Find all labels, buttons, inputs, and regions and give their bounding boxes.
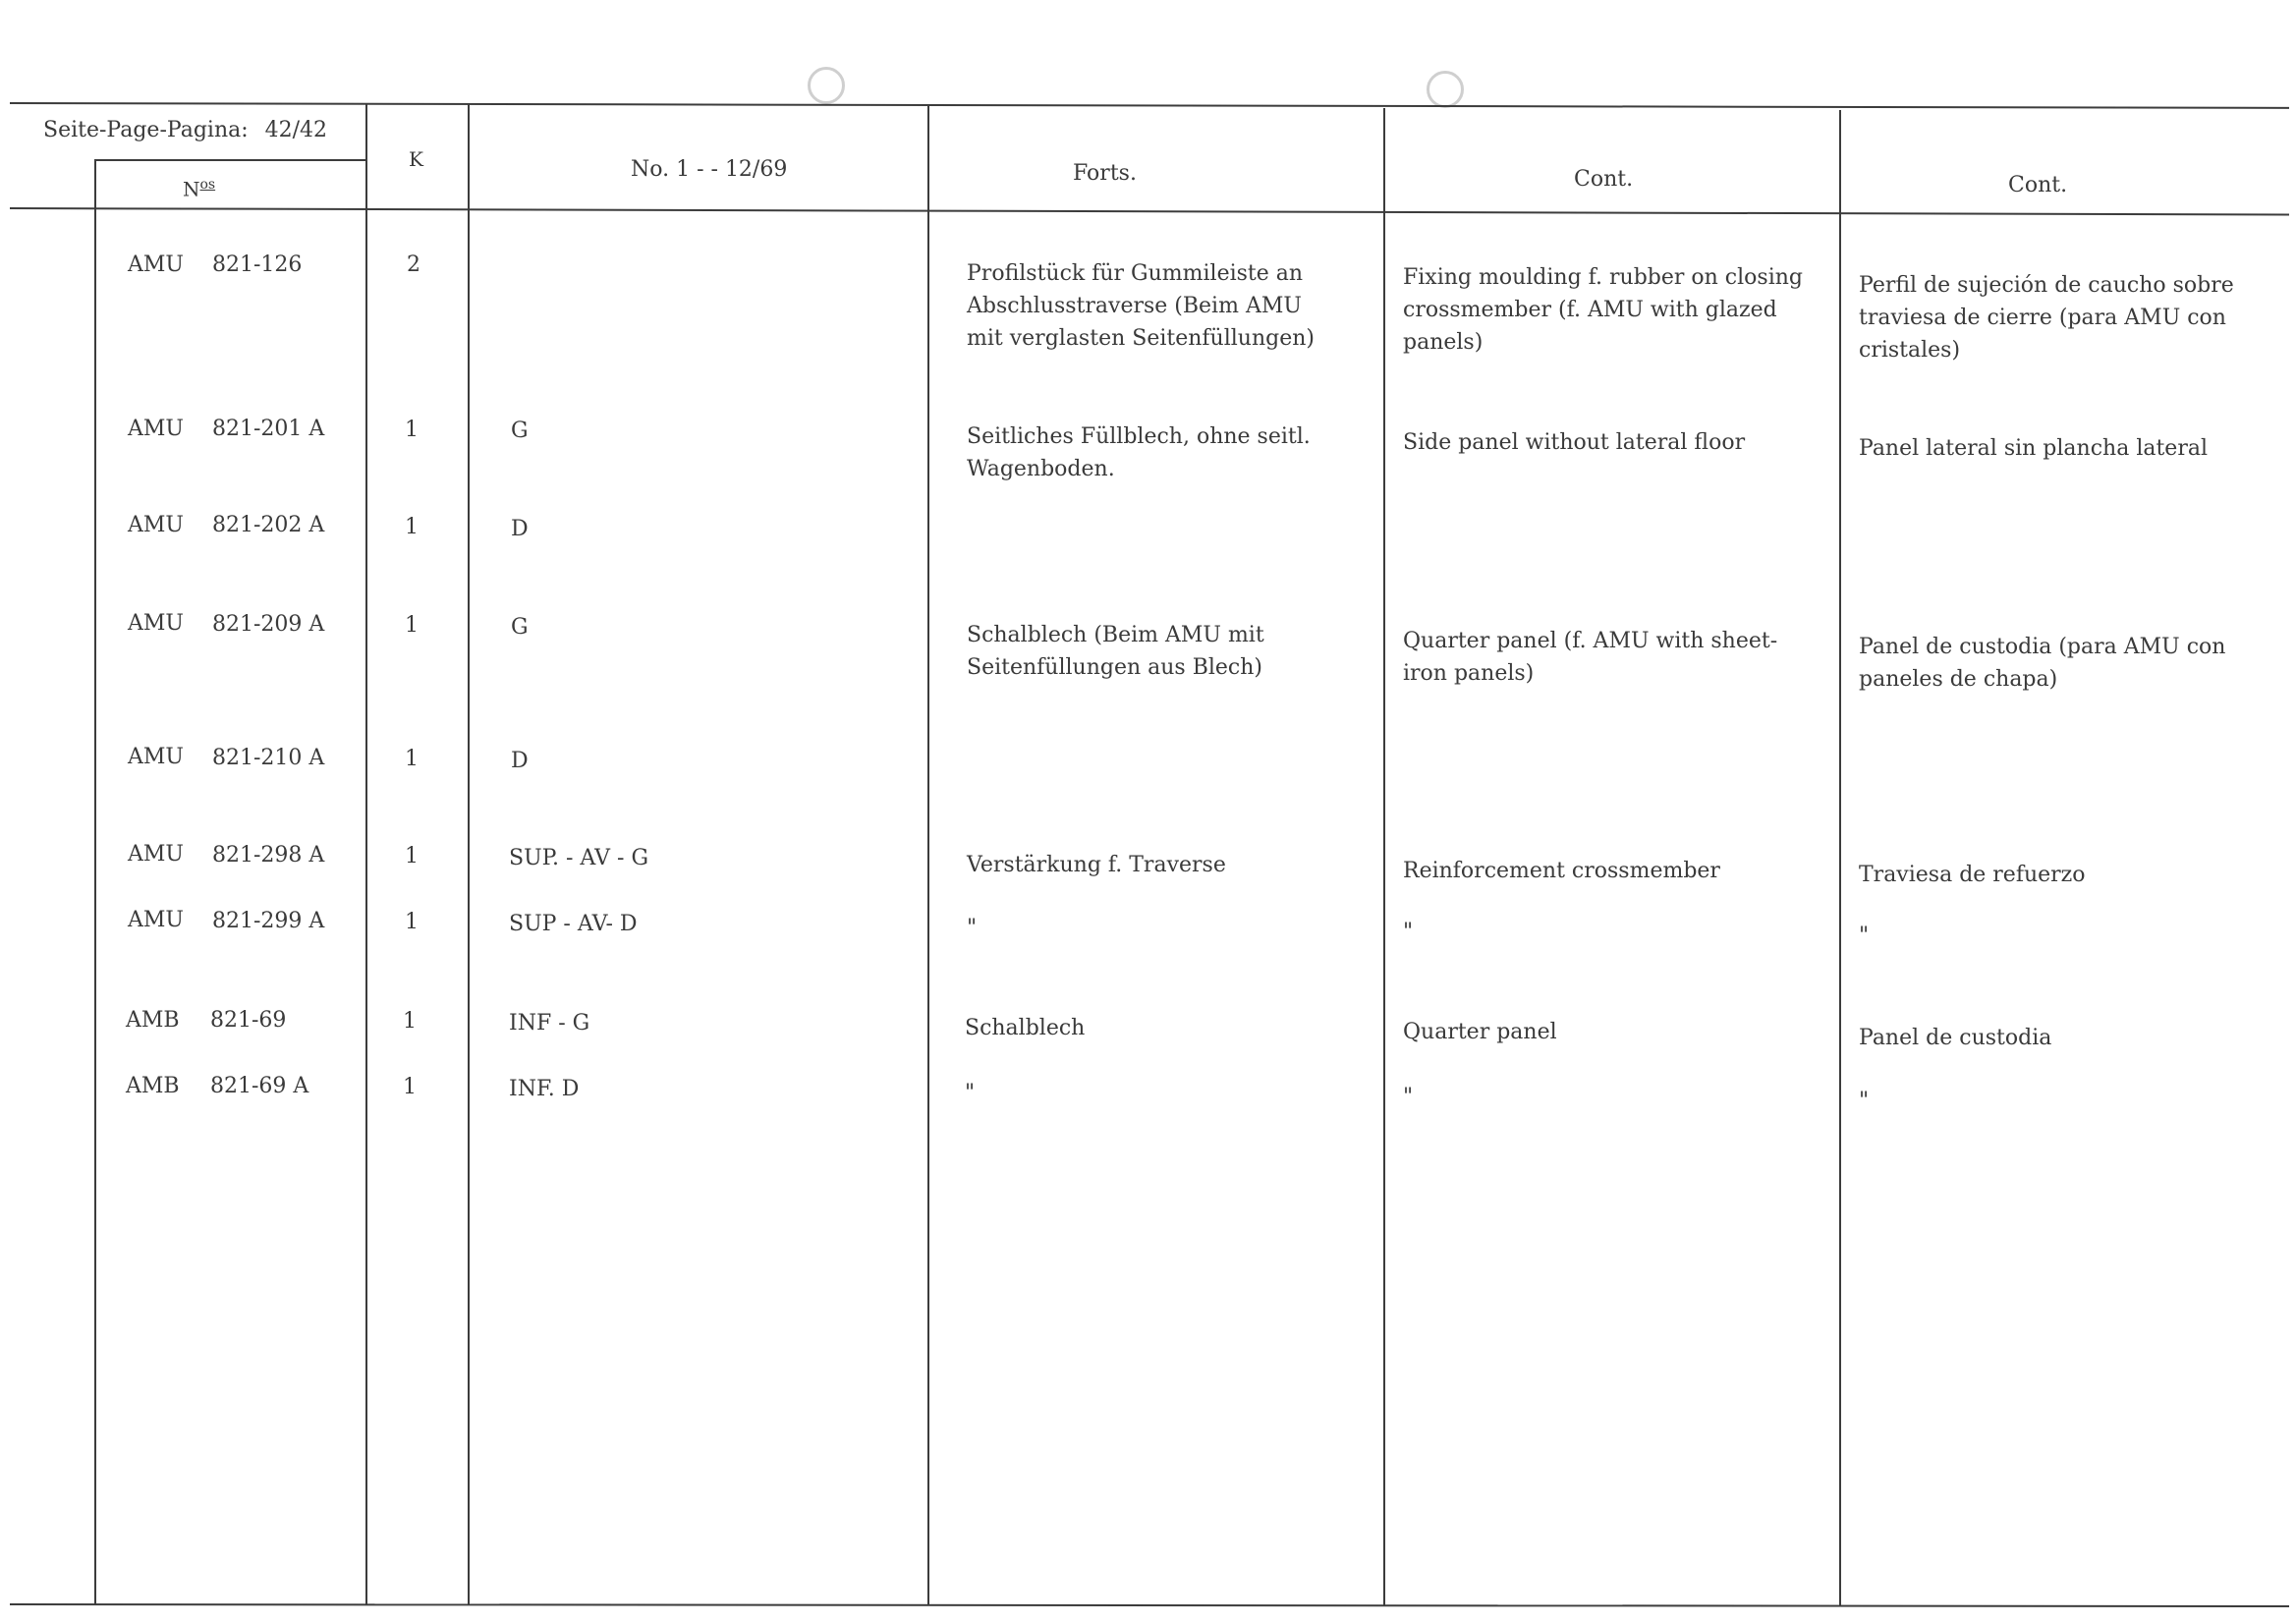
part-number: 821-69: [210, 1008, 287, 1033]
description-en: ": [1403, 920, 1414, 944]
col-rule-de-left: [927, 106, 929, 1605]
description-de: ": [967, 916, 978, 940]
nos-header: $N^{os}$: [183, 177, 216, 201]
description-en: Quarter panel: [1403, 1020, 1557, 1044]
description-de: Schalblech (Beim AMU mit Seitenfüllungen aus Blech): [967, 623, 1264, 680]
model-header: No. 1 - - 12/69: [631, 157, 788, 182]
part-number: 821-69 A: [210, 1074, 309, 1098]
quantity: 1: [405, 910, 419, 934]
punch-hole-left: [808, 67, 845, 104]
description-en: Reinforcement crossmember: [1403, 859, 1720, 883]
nos-header-rule: [94, 159, 367, 161]
description-es: Traviesa de refuerzo: [1859, 863, 2086, 887]
quantity: 1: [403, 1075, 417, 1099]
description-de: ": [965, 1081, 976, 1105]
quantity: 1: [405, 844, 419, 868]
description-es: Perfil de sujeción de caucho sobre traviesa de cierre (para AMU con cristales): [1859, 273, 2234, 363]
col-rule-k-left: [365, 104, 367, 1605]
description-en: Quarter panel (f. AMU with sheet-iron panels): [1403, 629, 1778, 686]
quantity: 1: [405, 418, 419, 442]
part-number: 821-298 A: [212, 843, 325, 868]
punch-hole-right: [1427, 71, 1464, 108]
part-prefix: AMB: [126, 1074, 180, 1098]
variant: G: [511, 419, 529, 443]
part-prefix: AMU: [128, 252, 184, 277]
col-rule-nos-left: [94, 159, 96, 1605]
description-de: Seitliches Füllblech, ohne seitl. Wagenboden.: [967, 424, 1311, 481]
quantity: 2: [407, 252, 420, 277]
variant: SUP. - AV - G: [509, 846, 649, 870]
variant: D: [511, 517, 529, 541]
col-rule-en-left: [1383, 108, 1385, 1605]
description-en: Fixing moulding f. rubber on closing crossmember (f. AMU with glazed panels): [1403, 265, 1803, 355]
english-column-header: Cont.: [1574, 167, 1634, 192]
description-en: ": [1403, 1085, 1414, 1109]
part-number: 821-126: [212, 252, 303, 277]
variant: SUP - AV- D: [509, 912, 638, 936]
part-number: 821-299 A: [212, 909, 325, 933]
variant: G: [511, 615, 529, 640]
quantity: 1: [403, 1009, 417, 1034]
page-label: Seite-Page-Pagina:: [43, 118, 249, 142]
part-prefix: AMU: [128, 908, 184, 932]
description-de: Profilstück für Gummileiste an Abschlusstraverse (Beim AMU mit verglasten Seitenfüllungen): [967, 261, 1315, 351]
spanish-column-header: Cont.: [2008, 173, 2068, 197]
variant: INF. D: [509, 1077, 580, 1101]
quantity: 1: [405, 613, 419, 638]
part-number: 821-202 A: [212, 513, 325, 537]
variant: D: [511, 749, 529, 773]
part-number: 821-210 A: [212, 746, 325, 770]
part-number: 821-209 A: [212, 612, 325, 637]
description-es: Panel de custodia (para AMU con paneles de chapa): [1859, 635, 2226, 692]
page-number: 42/42: [264, 118, 328, 142]
part-number: 821-201 A: [212, 417, 325, 441]
quantity: 1: [405, 747, 419, 771]
description-es: ": [1859, 1089, 1870, 1113]
header-bottom-rule: [10, 207, 2289, 215]
page-indicator: [43, 114, 327, 146]
german-column-header: Forts.: [1073, 161, 1137, 186]
description-es: Panel de custodia: [1859, 1026, 2052, 1050]
description-es: ": [1859, 924, 1870, 948]
top-rule: [10, 102, 2289, 109]
col-rule-model-left: [468, 104, 470, 1605]
k-header: K: [409, 147, 423, 171]
part-prefix: AMU: [128, 842, 184, 867]
description-es: Panel lateral sin plancha lateral: [1859, 436, 2208, 461]
description-de: Schalblech: [965, 1016, 1086, 1040]
part-prefix: AMU: [128, 417, 184, 441]
bottom-rule: [10, 1603, 2289, 1607]
quantity: 1: [405, 515, 419, 539]
part-prefix: AMU: [128, 611, 184, 636]
part-prefix: AMU: [128, 513, 184, 537]
part-prefix: AMU: [128, 745, 184, 769]
description-de: Verstärkung f. Traverse: [967, 853, 1226, 877]
variant: INF - G: [509, 1011, 590, 1036]
description-en: Side panel without lateral floor: [1403, 430, 1746, 455]
part-prefix: AMB: [126, 1008, 180, 1033]
col-rule-es-left: [1839, 110, 1841, 1605]
